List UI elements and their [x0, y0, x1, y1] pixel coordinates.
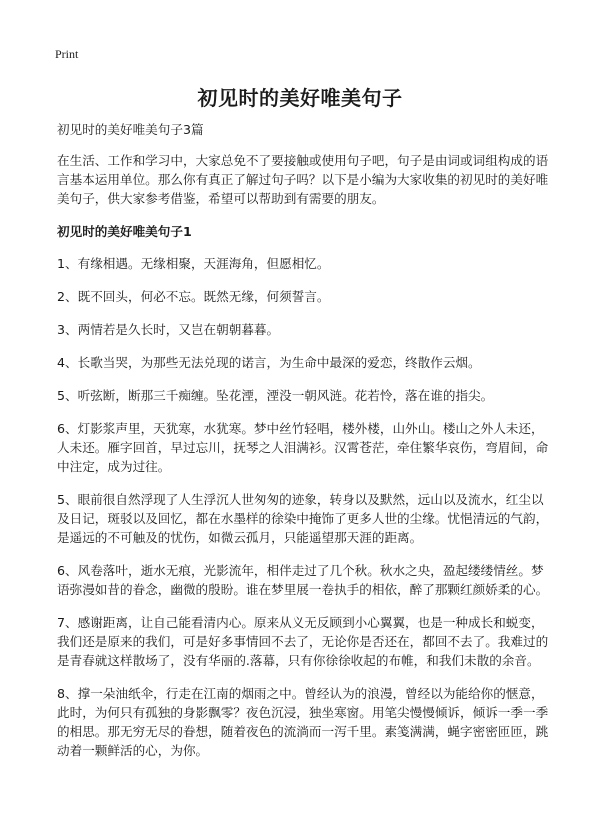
document-body	[57, 120, 550, 774]
section-heading: 初见时的美好唯美句子1	[57, 224, 192, 239]
sentence-item: 4、长歌当哭，为那些无法兑现的诺言，为生命中最深的爱恋，终散作云烟。	[57, 355, 481, 370]
sentence-item: 1、有缘相遇。无缘相聚，天涯海角，但愿相忆。	[57, 256, 330, 271]
print-label: Print	[55, 47, 79, 61]
sentence-item: 6、灯影浆声里，天犹寒，水犹寒。梦中丝竹轻唱，楼外楼，山外山。楼山之外人未还，人未还。雁字回首，早过忘川，抚琴之人泪满衫。汉霄苍茫，牵住繁华哀伤，弯眉间，命中注定，成为过往。	[57, 421, 549, 474]
sentence-item: 6、风卷落叶，逝水无痕，光影流年，相伴走过了几个秋。秋水之央，盈起缕缕情丝。梦语弥漫如昔的眷念，幽微的殷盼。谁在梦里展一卷执手的相依，醉了那颗红颜娇柔的心。	[57, 563, 549, 597]
sentence-item: 2、既不回头，何必不忘。既然无缘，何须誓言。	[57, 289, 330, 304]
intro-paragraph: 在生活、工作和学习中，大家总免不了要接触或使用句子吧，句子是由词或词组构成的语言基本运用单位。那么你有真正了解过句子吗？以下是小编为大家收集的初见时的美好唯美句子，供大家参考借鉴，希望可以帮助到有需要的朋友。	[57, 153, 549, 206]
sentence-item: 7、感谢距离，让自己能看清内心。原来从义无反顾到小心翼翼，也是一种成长和蜕变，我们还是原来的我们，可是好多事情回不去了，无论你是否还在，都回不去了。我难过的是青春就这样散场了，没有华丽的.落幕，只有你徐徐收起的布帷，和我们未散的余音。	[57, 615, 549, 668]
sentence-item: 8、撑一朵油纸伞，行走在江南的烟雨之中。曾经认为的浪漫，曾经以为能给你的惬意，此时，为何只有孤独的身影飘零？夜色沉浸，独坐寒窗。用笔尖慢慢倾诉，倾诉一季一季的相思。那无穷无尽的眷想，随着夜色的流淌而一泻千里。素笺满满，蝇字密密匝匝，跳动着一颗鲜活的心，为你。	[57, 686, 549, 758]
sentence-item: 5、眼前很自然浮现了人生浮沉人世匆匆的迹象，转身以及默然，远山以及流水，红尘以及日记，斑驳以及回忆，都在水墨样的徐染中掩饰了更多人世的尘缘。忧悒清远的气韵，是遥远的不可触及的忧伤，如微云孤月，只能遥望那天涯的距离。	[57, 492, 549, 545]
document-subtitle: 初见时的美好唯美句子3篇	[57, 122, 204, 137]
sentence-item: 5、听弦断，断那三千痴缠。坠花湮，湮没一朝风涟。花若怜，落在谁的指尖。	[57, 388, 494, 403]
sentence-item: 3、两情若是久长时，又岂在朝朝暮暮。	[57, 322, 280, 337]
document-title: 初见时的美好唯美句子	[197, 86, 403, 110]
